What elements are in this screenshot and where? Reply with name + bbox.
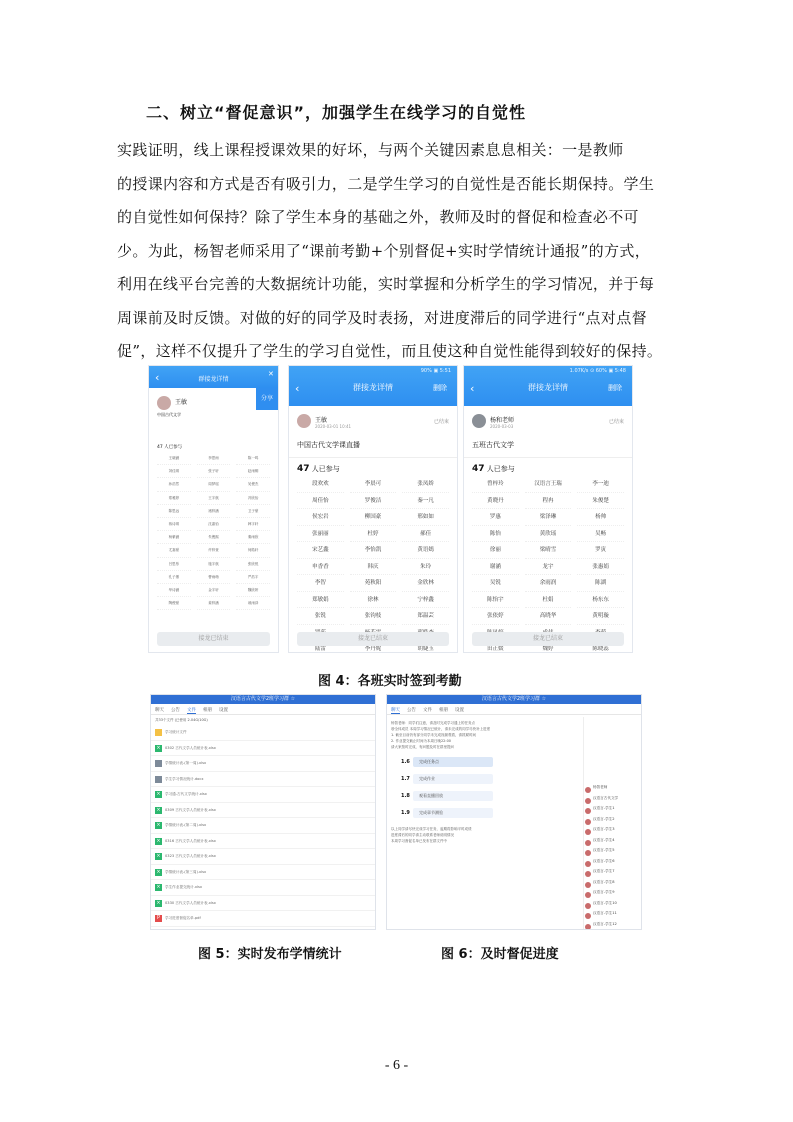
participant-name: 李怡凯: [350, 542, 397, 559]
name-grid: [149, 452, 278, 610]
file-row[interactable]: [151, 880, 375, 896]
fig4-phone-left: [148, 365, 279, 653]
status-tag: 已结束: [433, 419, 449, 425]
chat-line: 以上同学请尽快完成学习任务，逾期将影响平时成绩: [391, 827, 472, 831]
avatar: [585, 819, 591, 825]
name-grid: [289, 476, 457, 653]
participant-name: 段欢欢: [297, 476, 344, 493]
file-row[interactable]: [151, 927, 375, 931]
fig6-screenshot: [386, 694, 642, 930]
participant-name: 黄晓丹: [472, 493, 519, 510]
participant-name: 谢涵: [472, 559, 519, 576]
file-name: 0323 古代文学人员统计表.xlsx: [165, 854, 216, 858]
file-row[interactable]: [151, 756, 375, 772]
participant-name: 黄明璇: [577, 608, 624, 625]
back-icon[interactable]: ‹: [155, 371, 160, 384]
participant-name: 严浩宇: [236, 571, 270, 584]
course-name: 中国古代文学: [157, 412, 181, 417]
fig4-phone-mid: [288, 365, 458, 653]
file-name: 学习统计文件: [165, 730, 187, 734]
participant-name: 秦一凡: [402, 493, 449, 510]
fig5-screenshot: [150, 694, 376, 930]
participant-name: 黄欣瑶: [525, 526, 572, 543]
participant-name: 金欣林: [402, 575, 449, 592]
fig6-caption: 图 6：及时督促进度: [441, 947, 559, 962]
member-name: 汉语言古代文学: [593, 795, 619, 800]
avatar: [472, 414, 486, 428]
member-item[interactable]: [584, 890, 641, 901]
file-row[interactable]: [151, 896, 375, 912]
window-tab[interactable]: 设置: [219, 708, 228, 713]
participant-name: 程冉: [525, 493, 572, 510]
phone-title: 群接龙详情: [198, 376, 229, 383]
participant-name: 郑雅婷: [157, 492, 191, 505]
window-tabs: [387, 704, 641, 715]
member-name: 汉语言-学生1: [593, 806, 615, 810]
participant-name: 陈怡: [472, 526, 519, 543]
participant-name: 张锐: [297, 608, 344, 625]
avatar: [585, 861, 591, 867]
file-name: 学生作业提交统计.xlsx: [165, 885, 203, 889]
vote-label: 观看直播回放: [413, 791, 493, 801]
participant-name: 魏欣妍: [236, 584, 270, 597]
paragraph-line: 的自觉性如何保持？除了学生本身的基础之外，教师及时的督促和检查必不可: [117, 208, 639, 226]
file-row[interactable]: [151, 725, 375, 741]
chat-line: @全体成员 本周学习情况已统计，请未完成的同学尽快补上进度: [391, 727, 491, 731]
window-tab[interactable]: 设置: [455, 708, 464, 713]
participant-name: 吴俊杰: [236, 478, 270, 491]
paragraph-line: 实践证明，线上课程授课效果的好坏，与两个关键因素息息相关：一是教师: [117, 141, 624, 159]
member-name: 汉语言-学生11: [593, 911, 617, 915]
file-name: 学生学习情况统计.docx: [165, 776, 204, 781]
member-item[interactable]: [584, 838, 641, 849]
file-list: [151, 725, 375, 930]
window-tab[interactable]: 文件: [423, 708, 432, 713]
participant-name: 沈嘉怡: [197, 518, 231, 531]
file-name: 学习进度督促名单.pdf: [165, 916, 201, 920]
xls-file-icon: ×: [156, 744, 161, 751]
ended-button[interactable]: 接龙已结束: [297, 632, 449, 646]
vote-label: 完成任务点: [413, 757, 493, 767]
vote-option[interactable]: [401, 805, 501, 822]
window-tab[interactable]: 相册: [439, 708, 448, 713]
participant-name: 朱俊楚: [577, 493, 624, 510]
participant-number: 47: [297, 464, 310, 474]
participant-name: 罗寅: [577, 542, 624, 559]
chat-line: 本周学习督促名单已发布在群文件中: [391, 839, 447, 843]
participant-name: 柳国豪: [350, 509, 397, 526]
chat-messages: [391, 720, 579, 750]
participant-name: 张子轩: [197, 465, 231, 478]
post-date: 2020-03-01 10:41: [315, 424, 352, 429]
member-name: 汉语言-学生5: [593, 848, 615, 852]
xls-file-icon: ×: [156, 868, 161, 875]
avatar: [585, 871, 591, 877]
file-name: 学情统计表-(第一周).xlsx: [165, 761, 207, 765]
participant-name: 戚雨泽: [236, 597, 270, 610]
avatar: [585, 892, 591, 898]
participant-name: 梁晴雪: [525, 542, 572, 559]
participant-name: 龙宇: [525, 559, 572, 576]
file-row[interactable]: [151, 803, 375, 819]
participant-name: 杨紫涵: [157, 531, 191, 544]
status-bar: 1.07K/s ⊙ 60% ▣ 5:48: [569, 368, 626, 374]
participant-name: 韩宇轩: [236, 518, 270, 531]
vote-label: 完成章节测验: [413, 808, 493, 818]
avatar: [297, 414, 311, 428]
file-name: 0309 古代文学人员统计表.xlsx: [165, 807, 216, 812]
paragraph-line: 周课前及时反馈。对做的好的同学及时表扬，对进度滞后的同学进行“点对点督: [117, 308, 647, 327]
participant-name: 陈怡宇: [472, 592, 519, 609]
avatar: [585, 903, 591, 909]
phone-title: 群接龙详情: [353, 383, 393, 392]
participant-name: 周梦瑶: [197, 478, 231, 491]
member-name: 汉语言-学生8: [593, 879, 615, 884]
xls-file-icon: ×: [156, 884, 161, 890]
participant-name: 申香香: [297, 559, 344, 576]
participant-name: 曹雨萌: [197, 571, 231, 584]
participant-name: 曾梓玲: [472, 476, 519, 493]
delete-button[interactable]: 删除: [433, 384, 447, 392]
member-name: 汉语言-学生4: [593, 837, 615, 842]
member-name: 汉语言-学生10: [593, 900, 617, 905]
user-name: 王敏: [315, 417, 328, 424]
file-row[interactable]: [151, 772, 375, 788]
participant-name: 朱俊熙: [197, 531, 231, 544]
participant-name: 陈晓蕊: [577, 641, 624, 653]
avatar: [585, 840, 591, 846]
participant-name: 张欣悦: [236, 558, 270, 571]
participant-name: 梁泽琳: [525, 509, 572, 526]
window-tabs: [151, 704, 375, 715]
status-tag: 已结束: [608, 419, 624, 425]
participant-name: 陆雷: [297, 641, 344, 653]
body-paragraph: [117, 134, 677, 369]
participant-name: 张钧枝: [350, 608, 397, 625]
file-name: 学情统计表-(第三周).xlsx: [165, 869, 207, 874]
window-title: 汉语言古代文学2班学习群 ☆: [151, 695, 375, 704]
status-bar: 90% ▣ 5:51: [420, 368, 451, 374]
participant-name: 卫子豪: [236, 505, 270, 518]
participant-name: 李智: [297, 575, 344, 592]
participant-name: 黄语嫣: [402, 542, 449, 559]
user-name: 杨和老师: [490, 417, 515, 424]
window-tab[interactable]: 相册: [203, 708, 212, 713]
participant-name: 李晨可: [350, 476, 397, 493]
file-row[interactable]: [151, 834, 375, 850]
course-name: 中国古代文学课直播: [297, 441, 360, 449]
participant-name: 郝佳: [402, 526, 449, 543]
participant-name: 杜娟: [525, 592, 572, 609]
name-grid: [464, 476, 632, 653]
participant-name: 张依婷: [472, 608, 519, 625]
xls-file-icon: ×: [156, 899, 161, 906]
participant-name: 宋艺鑫: [297, 542, 344, 559]
participant-name: 罗俊洁: [350, 493, 397, 510]
xls-file-icon: ×: [156, 806, 161, 813]
vote-option[interactable]: [401, 754, 501, 771]
participant-name: 杨帅: [577, 509, 624, 526]
participant-name: 罗惠: [472, 509, 519, 526]
window-tab[interactable]: 文件: [187, 708, 196, 713]
participant-name: 孔子墨: [157, 571, 191, 584]
participant-name: 苑秋阳: [350, 575, 397, 592]
page-number: - 6 -: [384, 1058, 409, 1073]
xls-file-icon: ×: [156, 791, 161, 797]
participant-name: 刘佳琪: [157, 465, 191, 478]
vote-number: 1.7: [401, 776, 410, 782]
window-title: 汉语言古代文学2班学习群 ☆: [387, 695, 641, 704]
participant-name: 陶俊豪: [157, 597, 191, 610]
participant-name: 姜梓涵: [197, 597, 231, 610]
participant-name: 褚梓涵: [197, 505, 231, 518]
member-name: 汉语言-学生12: [593, 921, 617, 926]
user-name: 王敏: [175, 399, 188, 406]
participant-name: 魏婷: [525, 641, 572, 653]
participant-name: 赵雨桐: [236, 465, 270, 478]
member-item[interactable]: [584, 827, 641, 838]
participant-name: 朱玲: [402, 559, 449, 576]
participant-name: 韩庆: [350, 559, 397, 576]
avatar: [585, 882, 591, 888]
xls-file-icon: ×: [156, 853, 161, 859]
file-row[interactable]: [151, 741, 375, 757]
participant-name: 吴锐: [472, 575, 519, 592]
member-item[interactable]: [584, 922, 641, 931]
member-item[interactable]: [584, 848, 641, 859]
back-icon[interactable]: ‹: [470, 382, 475, 395]
member-list: [583, 717, 641, 929]
participant-name: 施宇航: [197, 558, 231, 571]
participant-name: 蒋诗琪: [157, 518, 191, 531]
paragraph-line: 少。为此，杨智老师采用了“课前考勤+个别督促+实时学情统计通报”的方式，: [117, 241, 651, 260]
avatar: [157, 396, 171, 410]
doc-file-icon: [155, 776, 162, 783]
window-tab[interactable]: 聊天: [391, 708, 400, 713]
participant-name: 宁梓鑫: [402, 592, 449, 609]
participant-name: 侯宏岩: [297, 509, 344, 526]
paragraph-line: 利用在线平台完善的大数据统计功能，实时掌握和分析学生的学习情况，并于每: [117, 275, 655, 293]
participant-name: 吴畅: [577, 526, 624, 543]
member-name: 汉语言-学生2: [593, 816, 615, 821]
avatar: [585, 850, 591, 856]
participant-name: 孙浩然: [157, 478, 191, 491]
participant-name: 李丹妮: [350, 641, 397, 653]
participant-name: 王晓涵: [157, 452, 191, 465]
participant-name: 尤嘉豪: [157, 544, 191, 557]
vote-label: 完成作业: [413, 774, 493, 784]
vote-list: [391, 754, 579, 822]
member-name: 汉语言-学生3: [593, 827, 615, 831]
participant-label: 人已参与: [311, 465, 340, 473]
doc-file-icon: [155, 760, 162, 767]
member-item[interactable]: [584, 880, 641, 891]
vote-number: 1.6: [401, 759, 410, 765]
chat-line: 请大家按时完成，有问题及时在群里提问: [391, 745, 454, 749]
participant-name: 余雨润: [525, 575, 572, 592]
close-icon[interactable]: ✕: [268, 370, 274, 378]
participant-name: 金宇轩: [197, 584, 231, 597]
ended-button[interactable]: 接龙已结束: [157, 632, 270, 646]
member-item[interactable]: [584, 785, 641, 796]
participant-name: 王宇航: [197, 492, 231, 505]
post-date: 2020-03-03: [490, 424, 514, 429]
file-row[interactable]: [151, 911, 375, 927]
xls-file-icon: ×: [156, 837, 161, 844]
participant-name: 杨东东: [577, 592, 624, 609]
participant-name: 郑敏娟: [297, 592, 344, 609]
participant-name: 周佳怡: [297, 493, 344, 510]
participant-name: 徐林: [350, 592, 397, 609]
member-item[interactable]: [584, 901, 641, 912]
pdf-file-icon: P: [156, 915, 160, 921]
participant-name: 徐丽: [472, 542, 519, 559]
folder-file-icon: [155, 729, 162, 736]
avatar: [585, 787, 591, 793]
back-icon[interactable]: ‹: [295, 382, 300, 395]
participant-count: 47 人已参与: [157, 445, 183, 450]
fig5-caption: 图 5：实时发布学情统计: [198, 947, 342, 962]
vote-number: 1.8: [401, 793, 410, 799]
member-item[interactable]: [584, 859, 641, 870]
participant-name: 高晓华: [525, 608, 572, 625]
avatar: [585, 808, 591, 814]
participant-name: 张凤娇: [402, 476, 449, 493]
vote-option[interactable]: [401, 771, 501, 788]
member-name: 杨智老师: [593, 785, 608, 789]
participant-name: 李思雨: [197, 452, 231, 465]
file-summary: 共33个文件 (已使用 2.04G/10G): [155, 718, 208, 722]
file-row[interactable]: [151, 849, 375, 865]
file-name: 0302 古代文学人员统计表.xlsx: [165, 745, 216, 750]
xls-file-icon: ×: [156, 822, 161, 828]
notice-lines: [391, 826, 579, 844]
ended-button[interactable]: 接龙已结束: [472, 632, 624, 646]
paragraph-line: 的授课内容和方式是否有吸引力，二是学生学习的自觉性是否能长期保持。学生: [117, 174, 655, 193]
file-name: 0330 古代文学人员统计表.xlsx: [165, 900, 216, 905]
file-name: 0316 古代文学人员统计表.xlsx: [165, 838, 216, 843]
vote-number: 1.9: [401, 810, 410, 816]
delete-button[interactable]: 删除: [608, 384, 622, 392]
chat-line: 1. 截至目前仍有部分同学未完成视频观看，请抓紧时间: [391, 733, 476, 737]
participant-name: 邢如如: [402, 509, 449, 526]
fig4-caption: 图 4：各班实时签到考勤: [318, 674, 462, 689]
participant-name: 张丽丽: [297, 526, 344, 543]
member-item[interactable]: [584, 796, 641, 807]
participant-name: 何皓轩: [236, 544, 270, 557]
chat-line: 2. 作业提交截止时间为本周日晚22:00: [391, 739, 452, 743]
member-item[interactable]: [584, 806, 641, 817]
member-name: 汉语言-学生6: [593, 858, 615, 863]
file-row[interactable]: [151, 787, 375, 803]
participant-name: 郑温芸: [402, 608, 449, 625]
member-name: 汉语言-学生7: [593, 869, 615, 873]
file-name: 学情统计表-(第二周).xlsx: [165, 823, 207, 827]
participant-name: 李一迪: [577, 476, 624, 493]
fig4-phone-right: [463, 365, 633, 653]
participant-name: 许梓萱: [197, 544, 231, 557]
participant-name: 胡婕玉: [402, 641, 449, 653]
participant-name: 吕思彤: [157, 558, 191, 571]
member-item[interactable]: [584, 869, 641, 880]
member-name: 汉语言-学生9: [593, 890, 615, 894]
section-heading: 二、树立“督促意识”，加强学生在线学习的自觉性: [146, 103, 527, 122]
chat-area: [387, 717, 583, 929]
chat-line: 杨智老师：同学们注意，请及时完成学习通上的任务点: [391, 721, 475, 725]
share-float-button[interactable]: 分享: [256, 388, 278, 410]
participant-label: 人已参与: [486, 465, 515, 473]
participant-name: 秦雨欣: [236, 531, 270, 544]
participant-name: 冯欣怡: [236, 492, 270, 505]
participant-number: 47: [472, 464, 485, 474]
participant-name: 陈湖: [577, 575, 624, 592]
file-row[interactable]: [151, 818, 375, 834]
file-row[interactable]: [151, 865, 375, 881]
participant-name: 陈一鸣: [236, 452, 270, 465]
participant-name: 张惠娟: [577, 559, 624, 576]
avatar: [585, 913, 591, 919]
chat-line: 进度滞后的同学请主动联系老师说明情况: [391, 833, 454, 837]
member-item[interactable]: [584, 911, 641, 922]
participant-name: 杜婷: [350, 526, 397, 543]
avatar: [585, 924, 591, 930]
phone-title: 群接龙详情: [528, 383, 568, 392]
course-name: 五班古代文学: [472, 441, 514, 449]
avatar: [585, 829, 591, 835]
window-tab[interactable]: 公告: [171, 708, 180, 713]
participant-name: 汉语言王瑞: [525, 476, 572, 493]
participant-name: 华诗涵: [157, 584, 191, 597]
file-name: 学习通-古代文学统计.xlsx: [165, 792, 207, 796]
window-tab[interactable]: 公告: [407, 708, 416, 713]
vote-option[interactable]: [401, 788, 501, 805]
participant-name: 陈思远: [157, 505, 191, 518]
window-tab[interactable]: 聊天: [155, 708, 164, 713]
paragraph-line: 促”，这样不仅提升了学生的学习自觉性，而且使这种自觉性能得到较好的保持。: [117, 342, 663, 360]
participant-name: 田正媛: [472, 641, 519, 653]
avatar: [585, 798, 591, 804]
member-item[interactable]: [584, 817, 641, 828]
